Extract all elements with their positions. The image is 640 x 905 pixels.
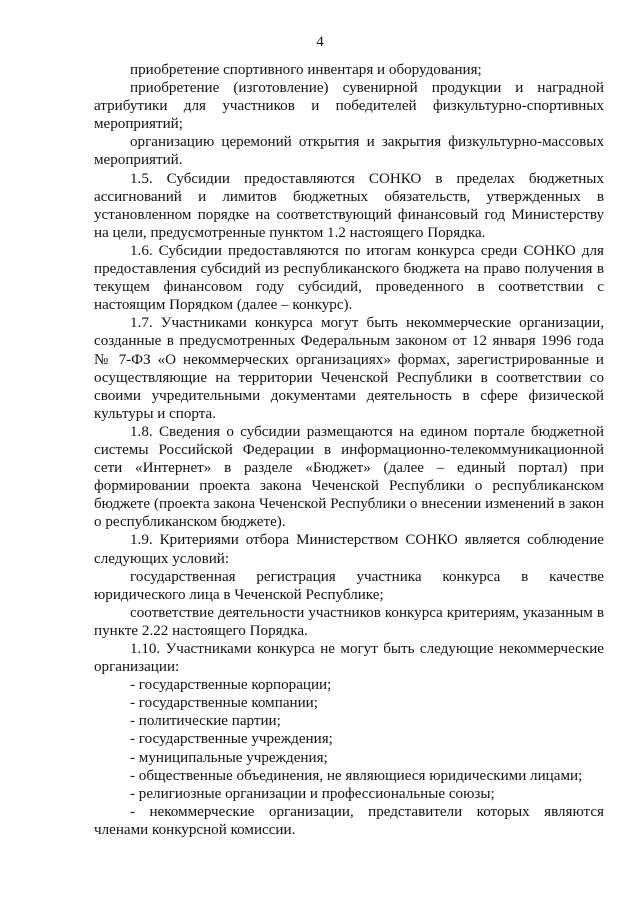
paragraph-1-7: 1.7. Участниками конкурса могут быть некоммерческие организации, созданные в предусмотренных Федеральным законом от 12 января 1996 года № 7-ФЗ «О некоммерческих организациях» формах, зарегистрированные и осуществляющие на территории Чеченской Республики в соответствии со своими учредительными документами деятельность в сфере физической культуры и спорта. xyxy=(94,315,604,422)
paragraph-registration: государственная регистрация участника конкурса в качестве юридического лица в Чеченской Республике; xyxy=(94,568,604,603)
list-item-state-companies: - государственные компании; xyxy=(130,695,318,712)
list-item-political-parties: - политические партии; xyxy=(130,713,281,730)
paragraph-1-5: 1.5. Субсидии предоставляются СОНКО в пределах бюджетных ассигнований и лимитов бюджетных обязательств, утвержденных в установленном порядке на соответствующий финансовый год Министерству на цели, предусмотренные пунктом 1.2 настоящего Порядка. xyxy=(94,170,604,241)
list-item-commission-members: - некоммерческие организации, представители которых являются членами конкурсной комиссии. xyxy=(94,803,604,838)
page-number: 4 xyxy=(316,34,324,50)
document-body xyxy=(94,61,604,839)
list-item-municipal-institutions: - муниципальные учреждения; xyxy=(130,749,328,766)
list-item-public-associations: - общественные объединения, не являющиеся юридическими лицами; xyxy=(130,767,583,784)
paragraph-1-8: 1.8. Сведения о субсидии размещаются на едином портале бюджетной системы Российской Федерации в информационно-телекоммуникационной сети «Интернет» в разделе «Бюджет» (далее – единый портал) при формировании проекта закона Чеченской Республики о республиканском бюджете (проекта закона Чеченской Республики о внесении изменений в закон о республиканском бюджете). xyxy=(94,423,604,531)
paragraph-ceremonies: организацию церемоний открытия и закрытия физкультурно-массовых мероприятий. xyxy=(94,134,604,169)
paragraph-criteria: соответствие деятельности участников конкурса критериям, указанным в пункте 2.22 настоящего Порядка. xyxy=(94,604,604,639)
paragraph-equipment: приобретение спортивного инвентаря и оборудования; xyxy=(130,62,482,78)
paragraph-1-10: 1.10. Участниками конкурса не могут быть следующие некоммерческие организации: xyxy=(94,641,604,676)
list-item-religious-unions: - религиозные организации и профессиональные союзы; xyxy=(130,785,495,802)
paragraph-souvenirs: приобретение (изготовление) сувенирной продукции и наградной атрибутики для участников и победителей физкультурно-спортивных мероприятий; xyxy=(94,80,604,133)
list-item-state-institutions: - государственные учреждения; xyxy=(130,731,333,748)
list-item-state-corporations: - государственные корпорации; xyxy=(130,677,332,694)
paragraph-1-9: 1.9. Критериями отбора Министерством СОНКО является соблюдение следующих условий: xyxy=(94,532,604,567)
paragraph-1-6: 1.6. Субсидии предоставляются по итогам конкурса среди СОНКО для предоставления субсидий из республиканского бюджета на право получения в текущем финансовом году субсидий, проведенного в соответствии с настоящим Порядком (далее – конкурс). xyxy=(94,242,604,314)
